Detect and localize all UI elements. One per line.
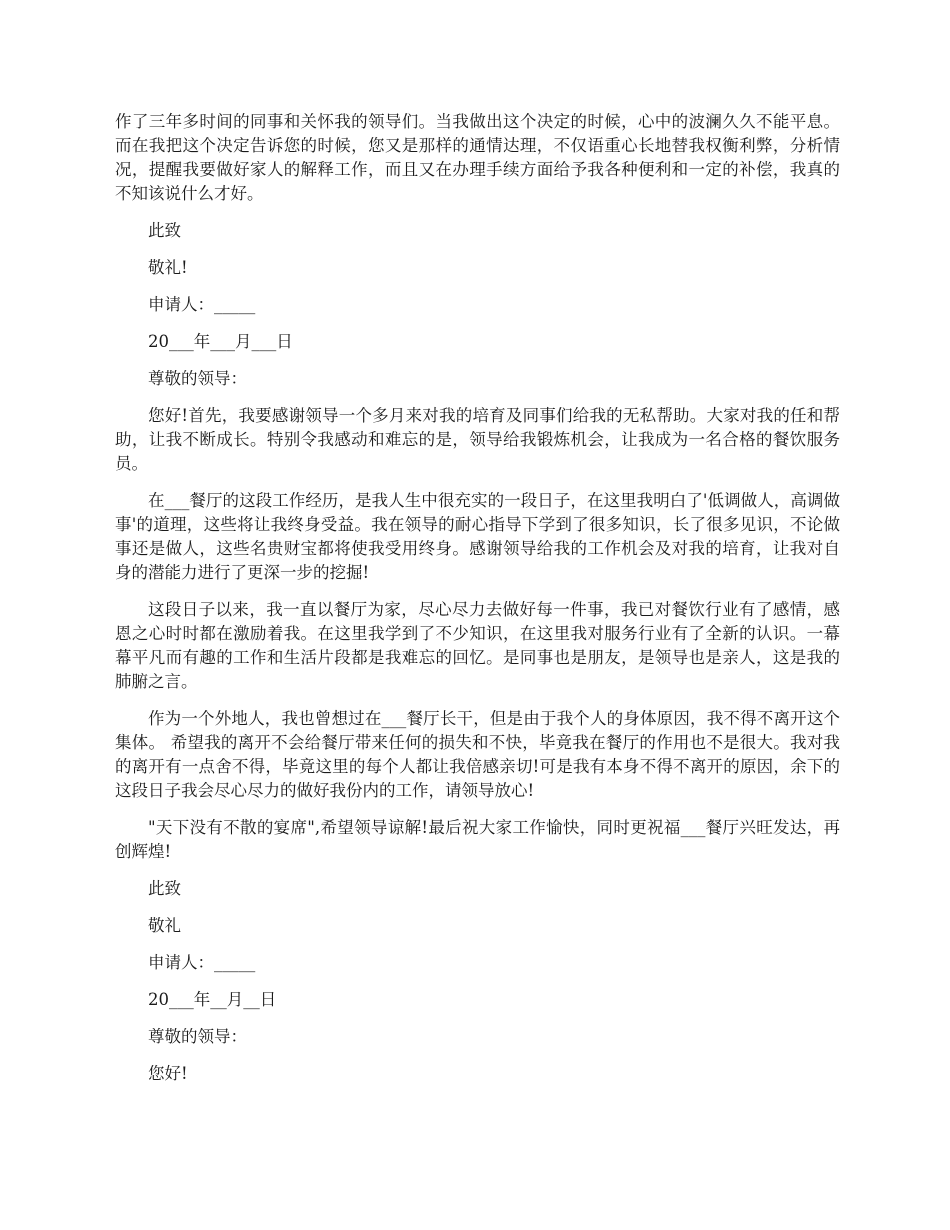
closing-jingli-2: 敬礼 [148,916,181,935]
paragraph-colleagues: 作了三年多时间的同事和关怀我的领导们。当我做出这个决定的时候，心中的波澜久久不能平息。而在我把这个决定告诉您的时候，您又是那样的通情达理，不仅语重心长地替我权衡利弊，分析情况，提醒我要做好家人的解释工作，而且又在办理手续方面给予我各种便利和一定的补偿，我真的不知该说什么才好。 [115,112,840,203]
letter-body [115,110,840,1099]
salutation: 尊敬的领导： [148,369,247,388]
paragraph-days-since: 这段日子以来，我一直以餐厅为家，尽心尽力去做好每一件事，我已对餐饮行业有了感情，感恩之心时时都在激励着我。在这里我学到了不少知识，在这里我对服务行业有了全新的认识。一幕幕平凡而有趣的工作和生活片段都是我难忘的回忆。是同事也是朋友，是领导也是亲人，这是我的肺腑之言。 [115,600,840,691]
date-line: 20___年___月___日 [148,332,293,351]
paragraph-reason-leaving: 作为一个外地人，我也曾想过在___餐厅长干，但是由于我个人的身体原因，我不得不离开这个集体。 希望我的离开不会给餐厅带来任何的损失和不快，毕竟我在餐厅的作用也不是很大。我对我的离开有一点舍不得，毕竟这里的每个人都让我倍感亲切!可是我有本身不得不离开的原因，余下的这段日子我会尽心尽力的做好我份内的工作，请领导放心! [115,709,840,800]
closing-cizhi-2: 此致 [148,879,181,898]
paragraph-work-experience: 在___餐厅的这段工作经历，是我人生中很充实的一段日子，在这里我明白了'低调做人，高调做事'的道理，这些将让我终身受益。我在领导的耐心指导下学到了很多知识，长了很多见识，不论做事还是做人，这些名贵财宝都将使我受用终身。感谢领导给我的工作机会及对我的培育，让我对自身的潜能力进行了更深一步的挖掘! [115,491,840,582]
closing-cizhi: 此致 [148,221,181,240]
applicant-line: 申请人：_____ [148,295,256,314]
date-line-2: 20___年__月__日 [148,990,277,1009]
paragraph-farewell: "天下没有不散的宴席",希望领导谅解!最后祝大家工作愉快，同时更祝福___餐厅兴旺发达，再创辉煌! [115,818,840,861]
closing-jingli: 敬礼! [148,258,188,277]
applicant-line-2: 申请人：_____ [148,953,256,972]
paragraph-greeting-thanks: 您好!首先，我要感谢领导一个多月来对我的培育及同事们给我的无私帮助。大家对我的任和帮助，让我不断成长。特别令我感动和难忘的是，领导给我锻炼机会，让我成为一名合格的餐饮服务员。 [115,406,840,473]
greeting-2: 您好! [148,1064,188,1083]
salutation-2: 尊敬的领导： [148,1027,247,1046]
